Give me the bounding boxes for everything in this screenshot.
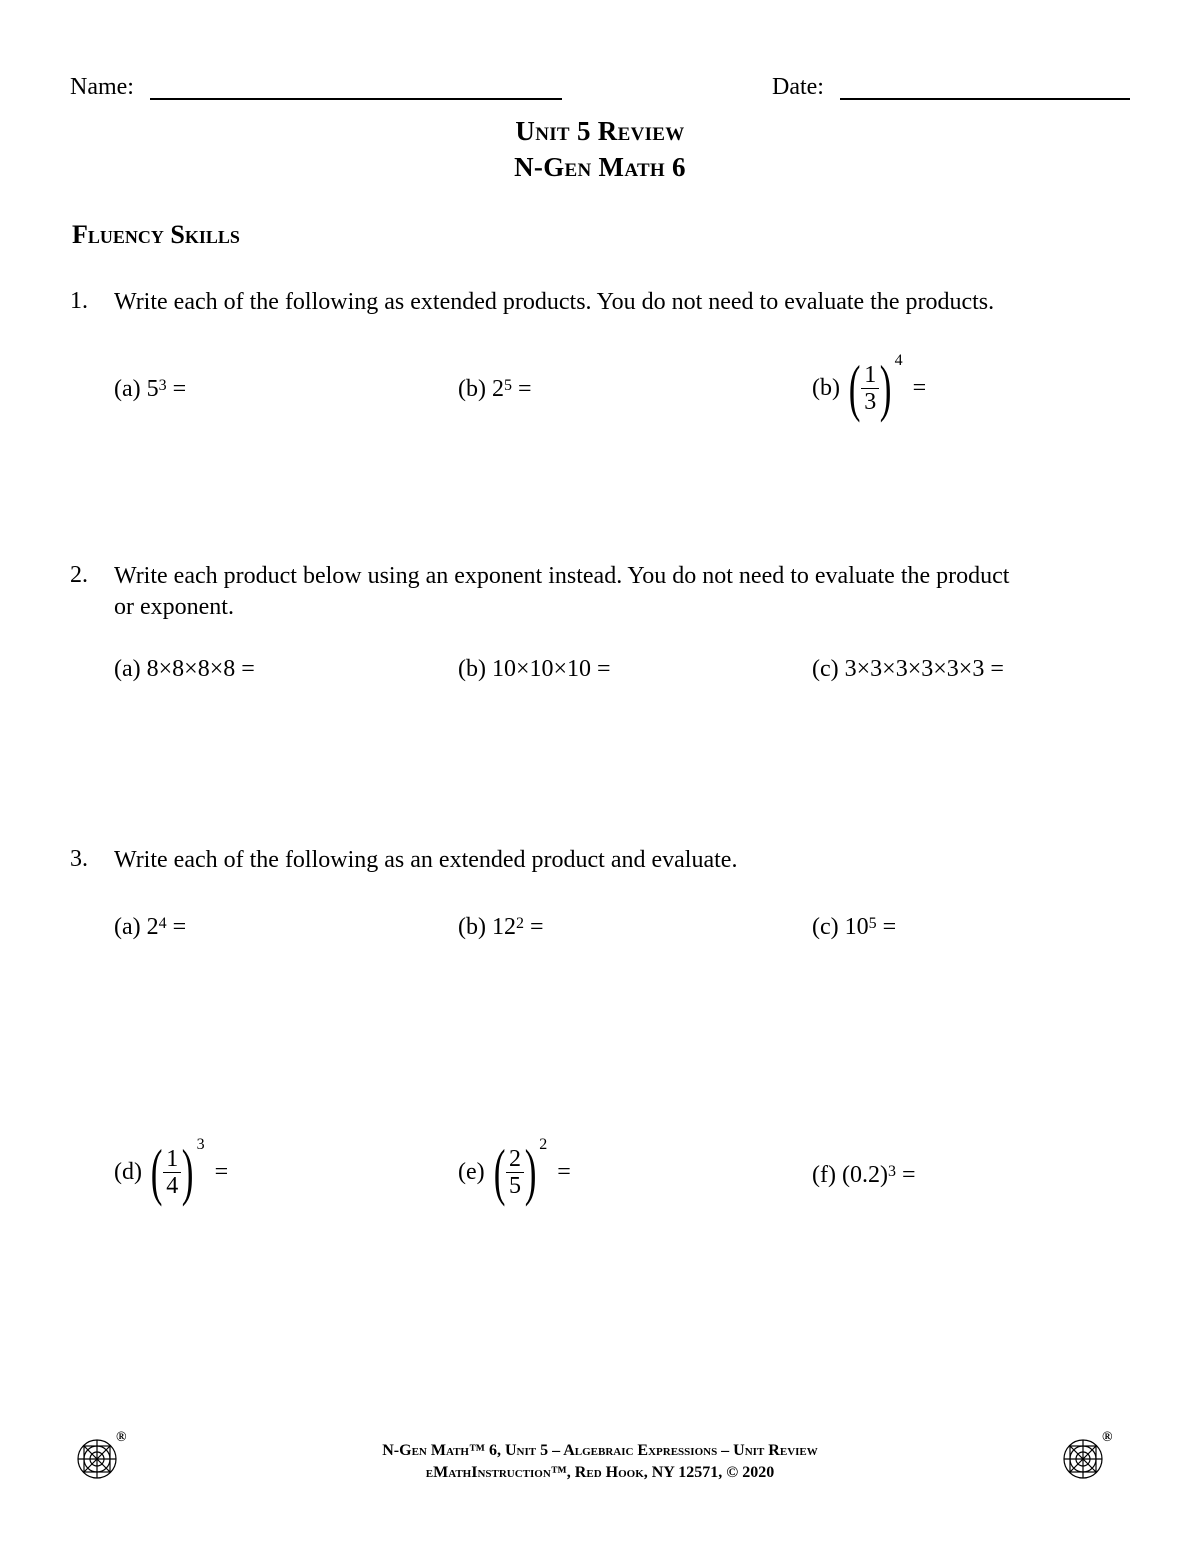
part-label: (c) [812, 914, 839, 940]
exponent: 3 [196, 1136, 205, 1153]
problem-2b [458, 656, 611, 683]
part-label: (b) [458, 376, 486, 402]
exponent: 5 [868, 914, 877, 932]
question-number: 3. [70, 846, 88, 872]
equals: = [517, 376, 532, 402]
base: 2 [146, 914, 159, 940]
equals: = [214, 1158, 229, 1185]
problem-2a [114, 656, 255, 683]
exponent: 4 [158, 914, 167, 932]
problem-3b [458, 914, 544, 941]
part-label: (d) [114, 1158, 142, 1185]
numerator: 1 [861, 362, 879, 389]
problem-1a [114, 376, 186, 403]
part-label: (b) [812, 374, 840, 401]
product-expression: 10×10×10 = [491, 656, 611, 682]
equals: = [882, 914, 897, 940]
product-expression: 3×3×3×3×3×3 = [844, 656, 1004, 682]
problem-2c [812, 656, 1004, 683]
equals: = [529, 914, 544, 940]
problem-3c [812, 914, 896, 941]
base: 12 [491, 914, 516, 940]
base: 2 [491, 376, 504, 402]
numerator: 2 [506, 1146, 524, 1173]
denominator: 3 [864, 388, 877, 415]
equals: = [901, 1162, 916, 1188]
problem-3d [114, 1136, 229, 1207]
equals: = [172, 376, 187, 402]
part-label: (c) [812, 656, 839, 682]
part-label: (a) [114, 656, 141, 682]
problem-1c [812, 352, 927, 423]
date-label: Date: [772, 74, 824, 100]
problem-1b [458, 376, 532, 403]
exponent: 5 [503, 376, 512, 394]
problem-3e [458, 1136, 571, 1207]
question-number: 2. [70, 562, 88, 588]
part-label: (b) [458, 914, 486, 940]
denominator: 5 [508, 1172, 521, 1199]
question-text-line2: or exponent. [114, 594, 234, 620]
base: (0.2) [841, 1162, 888, 1188]
part-label: (b) [458, 656, 486, 682]
question-text-line1: Write each product below using an exponent instead. You do not need to evaluate the product [114, 563, 1010, 589]
equals: = [172, 914, 187, 940]
problem-3a [114, 914, 186, 941]
question-text: Write each of the following as an extended product and evaluate. [114, 847, 738, 873]
denominator: 4 [166, 1172, 179, 1199]
numerator: 1 [163, 1146, 181, 1173]
exponent: 2 [539, 1136, 548, 1153]
fraction-power: ( $\frac{1}{3}$ ) 4 [848, 352, 903, 423]
page-subtitle: N-Gen Math 6 [514, 152, 686, 182]
equals: = [912, 374, 927, 401]
emathinstruction-logo-icon [1062, 1438, 1104, 1480]
part-label: (a) [114, 376, 141, 402]
registered-mark: ® [1102, 1430, 1113, 1445]
problem-3f [812, 1162, 916, 1189]
base: 5 [146, 376, 159, 402]
date-field[interactable] [840, 98, 1130, 100]
fraction-power: ( $\frac{1}{4}$ ) 3 [150, 1136, 205, 1207]
exponent: 3 [158, 376, 167, 394]
exponent: 4 [894, 352, 903, 369]
registered-mark: ® [116, 1430, 127, 1445]
footer-line1: N-Gen Math™ 6, Unit 5 – Algebraic Expressions – Unit Review [382, 1442, 818, 1459]
name-label: Name: [70, 74, 134, 100]
fraction-power: ( $\frac{2}{5}$ ) 2 [493, 1136, 548, 1207]
question-number: 1. [70, 288, 88, 314]
base: 10 [844, 914, 869, 940]
product-expression: 8×8×8×8 = [146, 656, 255, 682]
page-title: Unit 5 Review [515, 116, 685, 146]
equals: = [557, 1158, 571, 1185]
part-label: (e) [458, 1158, 485, 1185]
exponent: 2 [515, 914, 524, 932]
name-field[interactable] [150, 98, 562, 100]
part-label: (f) [812, 1162, 836, 1188]
question-text: Write each of the following as extended products. You do not need to evaluate the products. [114, 289, 995, 315]
section-title: Fluency Skills [72, 220, 240, 249]
footer-line2: eMathInstruction™, Red Hook, NY 12571, © 2020 [425, 1464, 775, 1481]
exponent: 3 [887, 1162, 896, 1180]
part-label: (a) [114, 914, 141, 940]
